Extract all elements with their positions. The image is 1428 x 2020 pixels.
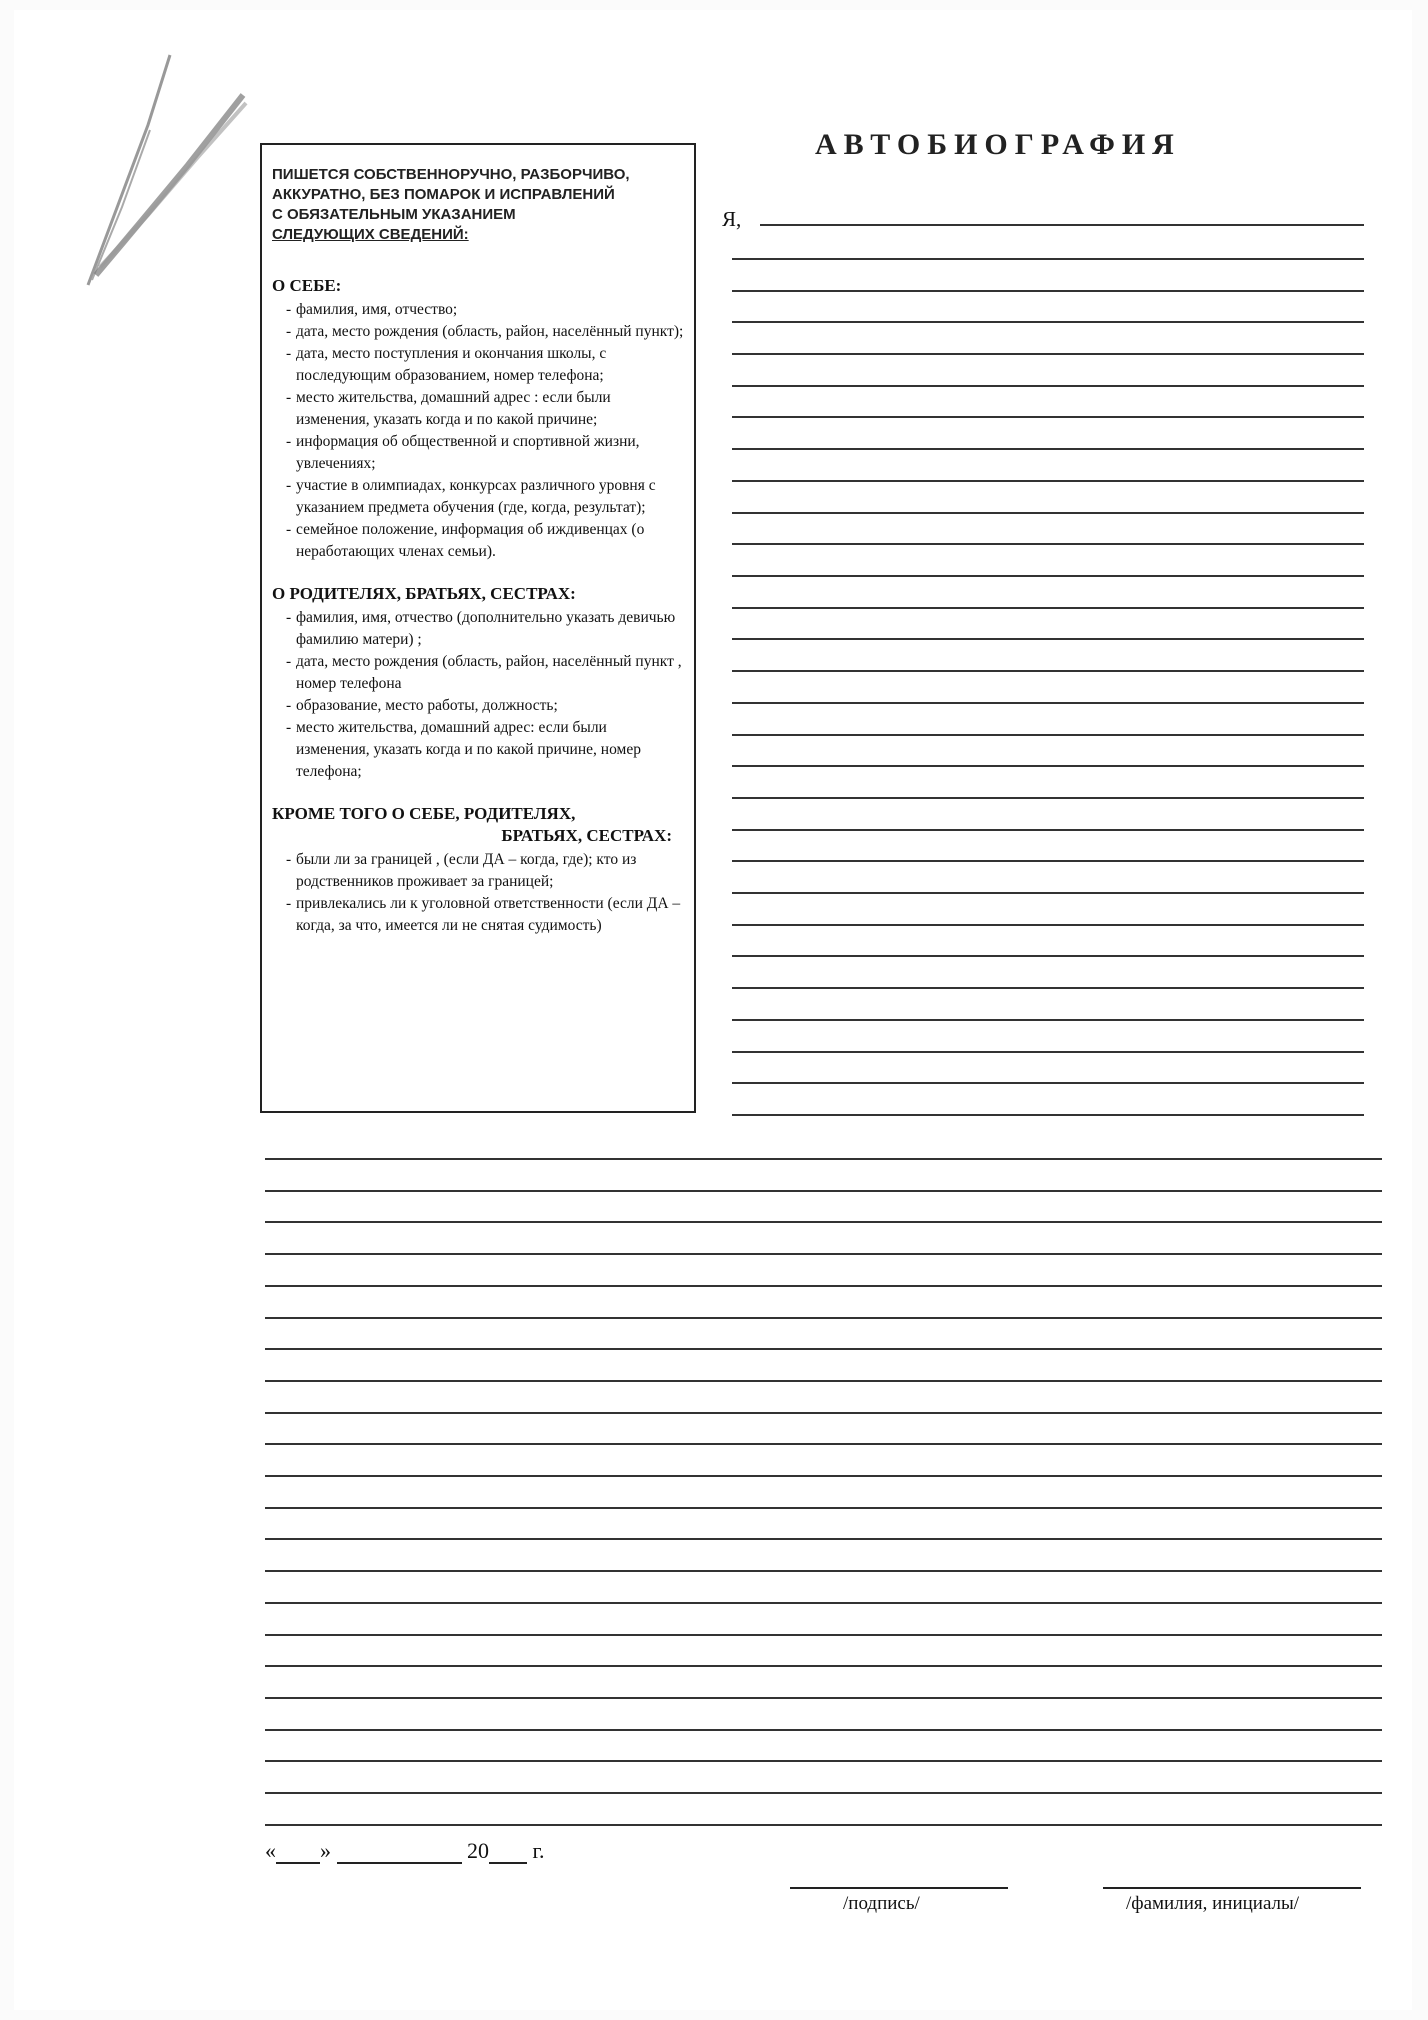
writing-line[interactable] (265, 1443, 1382, 1445)
writing-line[interactable] (265, 1190, 1382, 1192)
writing-line[interactable] (265, 1760, 1382, 1762)
section-heading-self: О СЕБЕ: (272, 276, 342, 295)
year-blank[interactable] (489, 1840, 527, 1864)
list-item: - место жительства, домашний адрес : если были изменения, указать когда и по какой причине; (286, 387, 684, 431)
writing-line[interactable] (732, 638, 1364, 640)
writing-line[interactable] (265, 1507, 1382, 1509)
writing-line[interactable] (732, 955, 1364, 957)
instructions-box (260, 143, 696, 1113)
writing-line[interactable] (732, 829, 1364, 831)
writing-line[interactable] (760, 224, 1364, 226)
month-blank[interactable] (337, 1840, 462, 1864)
writing-line[interactable] (732, 480, 1364, 482)
instructions-header-underlined: СЛЕДУЮЩИХ СВЕДЕНИЙ: (272, 226, 469, 243)
writing-line[interactable] (732, 1019, 1364, 1021)
list-item: - фамилия, имя, отчество (дополнительно указать девичью фамилию матери) ; (286, 607, 684, 651)
writing-line[interactable] (265, 1538, 1382, 1540)
writing-line[interactable] (265, 1221, 1382, 1223)
writing-line[interactable] (732, 797, 1364, 799)
writing-line[interactable] (265, 1602, 1382, 1604)
writing-line[interactable] (732, 892, 1364, 894)
writing-line[interactable] (732, 670, 1364, 672)
list-item: - дата, место поступления и окончания школы, с последующим образованием, номер телефона; (286, 343, 684, 387)
writing-line[interactable] (265, 1729, 1382, 1731)
date-open-quote: « (265, 1838, 276, 1863)
writing-line[interactable] (265, 1570, 1382, 1572)
year-prefix: 20 (467, 1838, 489, 1863)
document-title: АВТОБИОГРАФИЯ (815, 128, 1181, 161)
section-heading-parents: О РОДИТЕЛЯХ, БРАТЬЯХ, СЕСТРАХ: (272, 584, 576, 603)
instructions-header (272, 165, 684, 245)
instructions-header-line: ПИШЕТСЯ СОБСТВЕННОРУЧНО, РАЗБОРЧИВО, (272, 166, 630, 183)
list-item: - привлекались ли к уголовной ответственности (если ДА – когда, за что, имеется ли не снятая судимость) (286, 893, 684, 937)
section-list-self (272, 299, 684, 563)
list-item: - информация об общественной и спортивной жизни, увлечениях; (286, 431, 684, 475)
list-item: - семейное положение, информация об иждивенцах (о неработающих членах семьи). (286, 519, 684, 563)
writing-line[interactable] (732, 290, 1364, 292)
writing-line[interactable] (732, 860, 1364, 862)
writing-line[interactable] (732, 321, 1364, 323)
writing-line[interactable] (265, 1158, 1382, 1160)
writing-line[interactable] (265, 1665, 1382, 1667)
pencil-check-mark (78, 35, 248, 295)
writing-line[interactable] (732, 1051, 1364, 1053)
instructions-header-line: АККУРАТНО, БЕЗ ПОМАРОК И ИСПРАВЛЕНИЙ (272, 186, 615, 203)
list-item: - образование, место работы, должность; (286, 695, 684, 717)
list-item: - участие в олимпиадах, конкурсах различного уровня с указанием предмета обучения (где, когда, результат); (286, 475, 684, 519)
date-close-quote: » (320, 1838, 331, 1863)
writing-line[interactable] (732, 543, 1364, 545)
writing-line[interactable] (732, 512, 1364, 514)
writing-line[interactable] (265, 1412, 1382, 1414)
writing-line[interactable] (265, 1475, 1382, 1477)
writing-line[interactable] (732, 607, 1364, 609)
writing-line[interactable] (732, 765, 1364, 767)
writing-line[interactable] (732, 734, 1364, 736)
section-heading-additional-line2: БРАТЬЯХ, СЕСТРАХ: (501, 826, 672, 845)
list-item: - фамилия, имя, отчество; (286, 299, 684, 321)
writing-line[interactable] (732, 575, 1364, 577)
list-item: - дата, место рождения (область, район, населённый пункт , номер телефона (286, 651, 684, 695)
writing-line[interactable] (265, 1697, 1382, 1699)
writing-line[interactable] (732, 702, 1364, 704)
section-list-additional (272, 849, 684, 937)
instructions-header-line: С ОБЯЗАТЕЛЬНЫМ УКАЗАНИЕМ (272, 206, 516, 223)
writing-line[interactable] (732, 258, 1364, 260)
year-suffix: г. (532, 1838, 545, 1863)
writing-line[interactable] (265, 1317, 1382, 1319)
date-field[interactable] (265, 1838, 545, 1864)
writing-line[interactable] (732, 1114, 1364, 1116)
day-blank[interactable] (276, 1840, 320, 1864)
section-heading-additional: КРОМЕ ТОГО О СЕБЕ, РОДИТЕЛЯХ, (272, 804, 576, 823)
writing-line[interactable] (265, 1348, 1382, 1350)
signature-line[interactable] (790, 1887, 1008, 1889)
intro-label: Я, (722, 207, 742, 231)
list-item: - дата, место рождения (область, район, населённый пункт); (286, 321, 684, 343)
writing-line[interactable] (265, 1380, 1382, 1382)
list-item: - место жительства, домашний адрес: если были изменения, указать когда и по какой причине, номер телефона; (286, 717, 684, 783)
writing-line[interactable] (732, 353, 1364, 355)
writing-line[interactable] (265, 1285, 1382, 1287)
signature-label: /подпись/ (843, 1893, 920, 1914)
writing-line[interactable] (732, 924, 1364, 926)
writing-line[interactable] (732, 416, 1364, 418)
paper-sheet (14, 10, 1412, 2010)
writing-line[interactable] (265, 1792, 1382, 1794)
section-list-parents (272, 607, 684, 783)
writing-line[interactable] (732, 987, 1364, 989)
name-line[interactable] (1103, 1887, 1361, 1889)
name-label: /фамилия, инициалы/ (1126, 1893, 1300, 1914)
writing-line[interactable] (265, 1824, 1382, 1826)
writing-line[interactable] (732, 1082, 1364, 1084)
writing-line[interactable] (732, 385, 1364, 387)
list-item: - были ли за границей , (если ДА – когда, где); кто из родственников проживает за границей; (286, 849, 684, 893)
writing-line[interactable] (265, 1634, 1382, 1636)
writing-line[interactable] (732, 448, 1364, 450)
writing-line[interactable] (265, 1253, 1382, 1255)
